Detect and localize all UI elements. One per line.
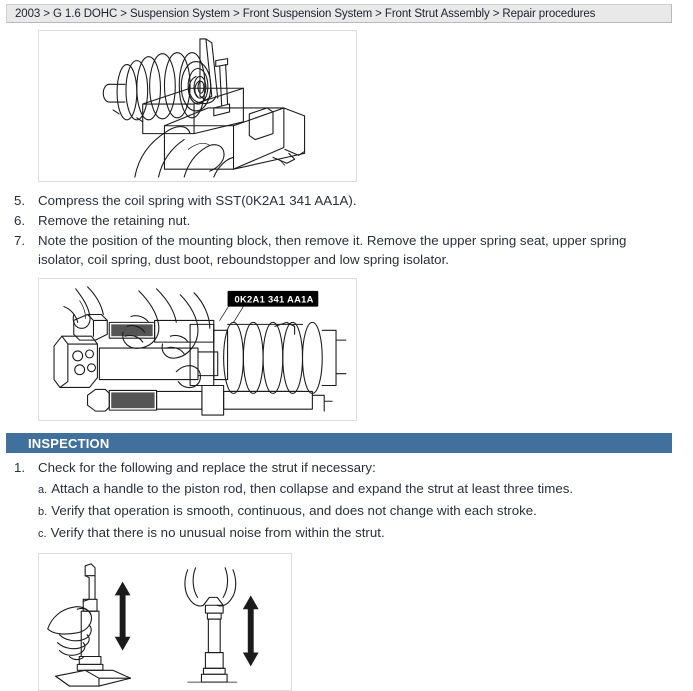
inspection-subitem (0, 523, 693, 544)
subitem-marker: b. (38, 506, 48, 518)
figure-strut-stroke-test (38, 553, 292, 691)
figure-coil-spring-compressor (38, 278, 357, 421)
repair-step-list (0, 191, 693, 269)
inspection-item-row (0, 458, 693, 477)
inspection-sublist (0, 479, 693, 544)
step-number: 6. (14, 213, 26, 228)
figure-strut-in-vise (38, 30, 357, 182)
step-text: Remove the retaining nut. (38, 213, 191, 228)
inspection-item-number: 1. (14, 460, 26, 475)
subitem-marker: a. (38, 484, 48, 496)
subitem-text: Verify that there is no unusual noise from within the strut. (50, 525, 385, 540)
repair-step (0, 211, 693, 230)
subitem-marker: c. (38, 528, 47, 540)
repair-step (0, 191, 693, 210)
inspection-subitem (0, 479, 693, 500)
breadcrumb[interactable] (6, 4, 672, 23)
repair-step (0, 231, 693, 269)
inspection-item (0, 458, 693, 544)
coil-spring-compressor-illustration (39, 279, 356, 420)
subitem-text: Verify that operation is smooth, continuous, and does not change with each stroke. (51, 503, 537, 518)
strut-stroke-test-illustration (39, 554, 291, 690)
sst-callout-label: 0K2A1 341 AA1A (234, 294, 314, 305)
section-header-inspection (6, 433, 672, 453)
section-header-label: INSPECTION (28, 435, 110, 451)
breadcrumb-text: 2003 > G 1.6 DOHC > Suspension System > Front Suspension System > Front Strut Assembly > Repair procedures (15, 7, 596, 20)
step-text: Compress the coil spring with SST(0K2A1 341 AA1A). (38, 193, 357, 208)
inspection-subitem (0, 501, 693, 522)
step-number: 7. (14, 233, 26, 248)
strut-assembly-in-vise-illustration (39, 31, 356, 181)
inspection-list (0, 458, 693, 544)
inspection-item-text: Check for the following and replace the strut if necessary: (38, 460, 376, 475)
step-text: Note the position of the mounting block, then remove it. Remove the upper spring seat, upper spring isolator, coil spring, dust boot, reboundstopper and low spring isolator. (38, 233, 627, 267)
subitem-text: Attach a handle to the piston rod, then collapse and expand the strut at least three times. (51, 481, 574, 496)
step-number: 5. (14, 193, 26, 208)
